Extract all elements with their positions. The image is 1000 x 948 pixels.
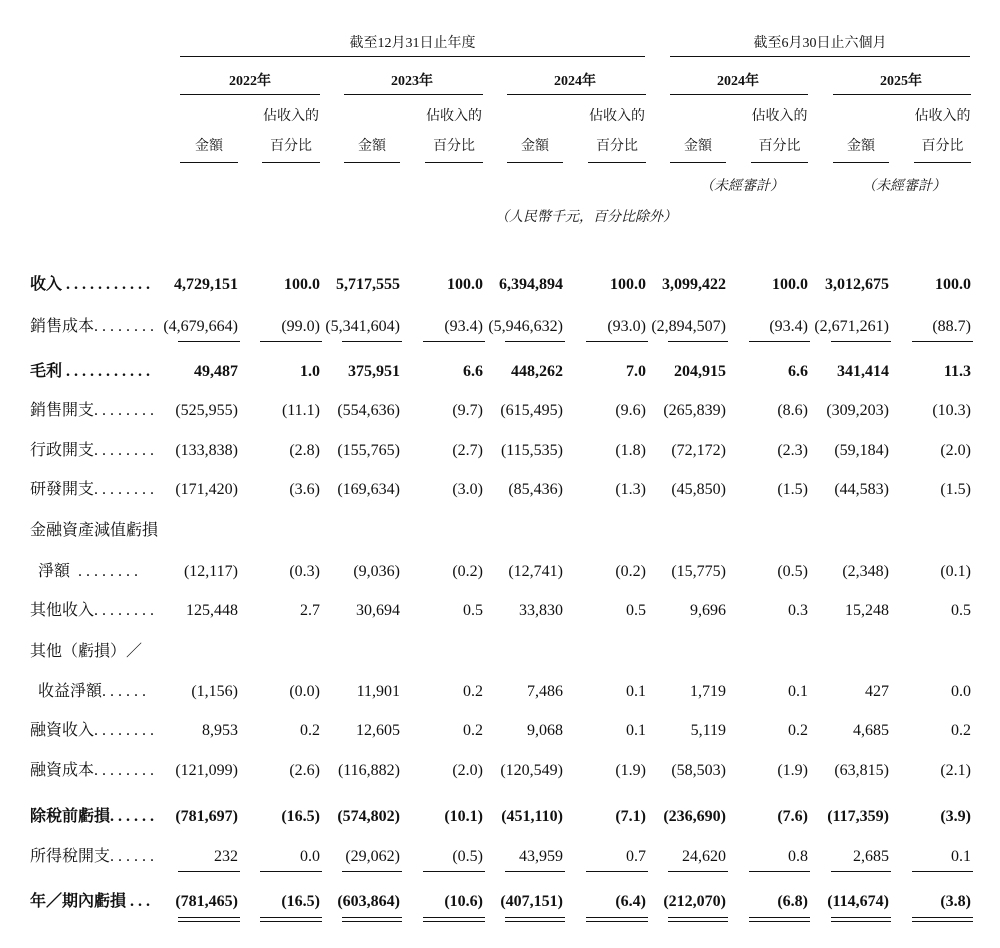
amount-cell: (525,955) (175, 402, 238, 419)
single-underline (912, 871, 973, 872)
column-header-rule (262, 162, 320, 163)
amount-cell: 43,959 (519, 848, 563, 865)
percent-cell: 100.0 (447, 276, 483, 293)
year-rule (507, 94, 646, 95)
pct-column-header-line2: 百分比 (433, 139, 475, 154)
amount-cell: 15,248 (845, 602, 889, 619)
percent-cell: (7.1) (615, 808, 646, 825)
amount-cell: (44,583) (834, 481, 889, 498)
amount-cell: (2,348) (842, 563, 889, 580)
column-header-rule (751, 162, 808, 163)
year-rule (833, 94, 971, 95)
amount-cell: (1,156) (191, 683, 238, 700)
amount-cell: (9,036) (353, 563, 400, 580)
row-label: 銷售開支. . . . . . . . (30, 402, 155, 419)
amount-cell: 4,685 (853, 722, 889, 739)
percent-cell: (1.8) (615, 442, 646, 459)
single-underline (749, 871, 810, 872)
year-header: 2025年 (880, 74, 922, 89)
amount-cell: (116,882) (337, 762, 400, 779)
percent-cell: 6.6 (463, 363, 483, 380)
amount-cell: (615,495) (500, 402, 563, 419)
percent-cell: 100.0 (935, 276, 971, 293)
percent-cell: 0.1 (626, 683, 646, 700)
group-rule-fiscal-year (180, 56, 645, 57)
year-rule (180, 94, 320, 95)
percent-cell: 0.0 (951, 683, 971, 700)
table-row-loss-before-tax (0, 802, 1000, 832)
percent-cell: (0.2) (452, 563, 483, 580)
year-header: 2022年 (229, 74, 271, 89)
single-underline (178, 871, 240, 872)
amount-cell: (45,850) (671, 481, 726, 498)
percent-cell: 0.5 (626, 602, 646, 619)
group-rule-six-months (670, 56, 970, 57)
amount-cell: (171,420) (175, 481, 238, 498)
percent-cell: (16.5) (281, 893, 320, 910)
amount-column-header: 金額 (521, 139, 549, 154)
amount-cell: 1,719 (690, 683, 726, 700)
table-row-finance-income (0, 716, 1000, 746)
amount-cell: (781,465) (175, 893, 238, 910)
percent-cell: (2.6) (289, 762, 320, 779)
amount-cell: 125,448 (186, 602, 238, 619)
percent-cell: (16.5) (281, 808, 320, 825)
amount-cell: (2,671,261) (814, 318, 889, 335)
amount-cell: 427 (865, 683, 889, 700)
table-row-impairment-losses (0, 557, 1000, 587)
pct-column-header-line2: 百分比 (596, 139, 638, 154)
percent-cell: (0.0) (289, 683, 320, 700)
amount-column-header: 金額 (684, 139, 712, 154)
column-header-rule (670, 162, 726, 163)
percent-cell: 6.6 (788, 363, 808, 380)
row-label: 收益淨額. . . . . . (30, 683, 147, 700)
amount-cell: 204,915 (674, 363, 726, 380)
amount-cell: (29,062) (345, 848, 400, 865)
single-underline (586, 871, 648, 872)
single-underline (831, 871, 891, 872)
pct-column-header-line1: 佔收入的 (751, 109, 808, 124)
amount-cell: (236,690) (663, 808, 726, 825)
percent-cell: (0.2) (615, 563, 646, 580)
single-underline (260, 341, 322, 342)
percent-cell: (2.8) (289, 442, 320, 459)
amount-cell: 232 (214, 848, 238, 865)
percent-cell: 1.0 (300, 363, 320, 380)
percent-cell: 0.1 (788, 683, 808, 700)
percent-cell: (2.0) (452, 762, 483, 779)
amount-cell: (781,697) (175, 808, 238, 825)
table-row-gross-profit (0, 357, 1000, 387)
percent-cell: 100.0 (772, 276, 808, 293)
amount-cell: (63,815) (834, 762, 889, 779)
amount-cell: 6,394,894 (499, 276, 563, 293)
percent-cell: (88.7) (932, 318, 971, 335)
amount-cell: 24,620 (682, 848, 726, 865)
amount-cell: (5,946,632) (488, 318, 563, 335)
percent-cell: (1.5) (940, 481, 971, 498)
single-underline (505, 341, 565, 342)
amount-column-header: 金額 (195, 139, 223, 154)
percent-cell: (1.5) (777, 481, 808, 498)
amount-cell: (85,436) (508, 481, 563, 498)
amount-cell: 11,901 (356, 683, 400, 700)
amount-cell: (4,679,664) (163, 318, 238, 335)
pct-column-header-line2: 百分比 (758, 139, 801, 154)
amount-cell: (574,802) (337, 808, 400, 825)
amount-cell: (15,775) (671, 563, 726, 580)
percent-cell: (9.7) (452, 402, 483, 419)
single-underline (668, 341, 728, 342)
amount-cell: (121,099) (175, 762, 238, 779)
percent-cell: (3.8) (940, 893, 971, 910)
double-underline (505, 917, 565, 922)
row-label: 銷售成本. . . . . . . . (30, 318, 155, 335)
percent-cell: 0.3 (788, 602, 808, 619)
amount-column-header: 金額 (847, 139, 875, 154)
double-underline (749, 917, 810, 922)
amount-cell: 30,694 (356, 602, 400, 619)
percent-cell: 0.1 (626, 722, 646, 739)
double-underline (423, 917, 485, 922)
percent-cell: 11.3 (943, 363, 971, 380)
percent-cell: (0.5) (777, 563, 808, 580)
percent-cell: 7.0 (626, 363, 646, 380)
double-underline (586, 917, 648, 922)
amount-cell: (155,765) (337, 442, 400, 459)
row-label: 所得稅開支. . . . . . (30, 848, 155, 865)
row-label: 收入 . . . . . . . . . . . (30, 276, 151, 293)
percent-cell: (93.4) (444, 318, 483, 335)
table-row-rd-expenses (0, 475, 1000, 505)
amount-cell: (603,864) (337, 893, 400, 910)
percent-cell: 0.2 (951, 722, 971, 739)
amount-cell: (12,117) (183, 563, 238, 580)
column-header-rule (507, 162, 563, 163)
table-row-revenue (0, 270, 1000, 300)
percent-cell: (0.5) (452, 848, 483, 865)
amount-cell: 341,414 (837, 363, 889, 380)
year-rule (670, 94, 808, 95)
table-row-selling-expenses (0, 396, 1000, 426)
table-row-cost-of-sales (0, 312, 1000, 342)
amount-cell: 8,953 (202, 722, 238, 739)
table-row-income-tax (0, 842, 1000, 872)
percent-cell: 100.0 (284, 276, 320, 293)
pct-column-header-line2: 百分比 (270, 139, 312, 154)
percent-cell: 0.1 (951, 848, 971, 865)
percent-cell: 0.2 (788, 722, 808, 739)
percent-cell: (93.0) (607, 318, 646, 335)
row-label: 研發開支. . . . . . . . (30, 481, 155, 498)
table-row-loss-for-period (0, 887, 1000, 917)
percent-cell: (1.9) (615, 762, 646, 779)
amount-cell: (169,634) (337, 481, 400, 498)
amount-cell: (133,838) (175, 442, 238, 459)
percent-cell: (93.4) (769, 318, 808, 335)
amount-cell: 4,729,151 (174, 276, 238, 293)
amount-cell: (12,741) (508, 563, 563, 580)
group-header-six-months: 截至6月30日止六個月 (753, 36, 887, 51)
double-underline (260, 917, 322, 922)
percent-cell: (0.1) (940, 563, 971, 580)
amount-cell: (114,674) (827, 893, 889, 910)
row-label: 融資收入. . . . . . . . (30, 722, 155, 739)
column-header-rule (588, 162, 646, 163)
percent-cell: 2.7 (300, 602, 320, 619)
percent-cell: (1.9) (777, 762, 808, 779)
single-underline (342, 341, 402, 342)
percent-cell: (3.0) (452, 481, 483, 498)
amount-cell: (212,070) (663, 893, 726, 910)
percent-cell: 0.2 (463, 683, 483, 700)
table-row-admin-expenses (0, 436, 1000, 466)
percent-cell: (10.6) (444, 893, 483, 910)
row-label: 淨額 . . . . . . . . (30, 563, 139, 580)
column-header-rule (344, 162, 400, 163)
table-row-finance-costs (0, 756, 1000, 786)
percent-cell: (11.1) (281, 402, 320, 419)
double-underline (912, 917, 973, 922)
amount-cell: 33,830 (519, 602, 563, 619)
amount-cell: (2,894,507) (651, 318, 726, 335)
column-header-rule (833, 162, 889, 163)
row-label: 行政開支. . . . . . . . (30, 442, 155, 459)
single-underline (178, 341, 240, 342)
pct-column-header-line1: 佔收入的 (263, 109, 319, 124)
percent-cell: (10.3) (932, 402, 971, 419)
column-header-rule (180, 162, 238, 163)
percent-cell: (99.0) (281, 318, 320, 335)
amount-cell: 3,099,422 (662, 276, 726, 293)
amount-cell: (120,549) (500, 762, 563, 779)
percent-cell: (2.1) (940, 762, 971, 779)
amount-cell: 9,068 (527, 722, 563, 739)
single-underline (505, 871, 565, 872)
amount-cell: 5,717,555 (336, 276, 400, 293)
amount-cell: (5,341,604) (325, 318, 400, 335)
pct-column-header-line1: 佔收入的 (589, 109, 645, 124)
row-label-line1-other-gains-losses: 其他（虧損）／ (30, 643, 143, 660)
row-label: 融資成本. . . . . . . . (30, 762, 155, 779)
double-underline (178, 917, 240, 922)
single-underline (668, 871, 728, 872)
year-header: 2023年 (391, 74, 433, 89)
amount-cell: (265,839) (663, 402, 726, 419)
amount-cell: 5,119 (690, 722, 726, 739)
percent-cell: (3.6) (289, 481, 320, 498)
amount-cell: (115,535) (500, 442, 563, 459)
percent-cell: 0.5 (463, 602, 483, 619)
percent-cell: (0.3) (289, 563, 320, 580)
pct-column-header-line1: 佔收入的 (426, 109, 482, 124)
year-header: 2024年 (554, 74, 596, 89)
single-underline (260, 871, 322, 872)
double-underline (668, 917, 728, 922)
single-underline (423, 341, 485, 342)
percent-cell: (3.9) (940, 808, 971, 825)
single-underline (342, 871, 402, 872)
percent-cell: 0.0 (300, 848, 320, 865)
amount-cell: 3,012,675 (825, 276, 889, 293)
double-underline (342, 917, 402, 922)
amount-column-header: 金額 (358, 139, 386, 154)
unaudited-note-2025: （未經審計） (862, 179, 946, 194)
percent-cell: 0.5 (951, 602, 971, 619)
percent-cell: 0.2 (463, 722, 483, 739)
unaudited-note-2024: （未經審計） (700, 179, 784, 194)
amount-cell: 9,696 (690, 602, 726, 619)
percent-cell: (9.6) (615, 402, 646, 419)
row-label: 除稅前虧損. . . . . . (30, 808, 155, 825)
single-underline (749, 341, 810, 342)
unit-note: （人民幣千元，百分比除外） (495, 210, 677, 225)
amount-cell: (407,151) (500, 893, 563, 910)
percent-cell: (8.6) (777, 402, 808, 419)
row-label: 毛利 . . . . . . . . . . . (30, 363, 151, 380)
amount-cell: 375,951 (348, 363, 400, 380)
amount-cell: (451,110) (501, 808, 563, 825)
pct-column-header-line2: 百分比 (921, 139, 964, 154)
amount-cell: (117,359) (827, 808, 889, 825)
column-header-rule (425, 162, 483, 163)
single-underline (423, 871, 485, 872)
single-underline (586, 341, 648, 342)
percent-cell: (2.3) (777, 442, 808, 459)
amount-cell: 448,262 (511, 363, 563, 380)
row-label: 其他收入. . . . . . . . (30, 602, 155, 619)
percent-cell: 0.2 (300, 722, 320, 739)
amount-cell: 49,487 (194, 363, 238, 380)
table-row-other-income (0, 596, 1000, 626)
pct-column-header-line1: 佔收入的 (914, 109, 971, 124)
percent-cell: (2.0) (940, 442, 971, 459)
amount-cell: (58,503) (671, 762, 726, 779)
amount-cell: (59,184) (834, 442, 889, 459)
amount-cell: 2,685 (853, 848, 889, 865)
amount-cell: 7,486 (527, 683, 563, 700)
table-row-other-gains-losses (0, 677, 1000, 707)
percent-cell: (2.7) (452, 442, 483, 459)
amount-cell: (309,203) (826, 402, 889, 419)
single-underline (831, 341, 891, 342)
percent-cell: 0.8 (788, 848, 808, 865)
row-label-line1-impairment-losses: 金融資產減值虧損 (30, 522, 159, 539)
row-label: 年／期內虧損 . . . (30, 893, 151, 910)
percent-cell: (7.6) (777, 808, 808, 825)
column-header-rule (914, 162, 971, 163)
percent-cell: (10.1) (444, 808, 483, 825)
year-header: 2024年 (717, 74, 759, 89)
percent-cell: (1.3) (615, 481, 646, 498)
percent-cell: (6.4) (615, 893, 646, 910)
percent-cell: (6.8) (777, 893, 808, 910)
percent-cell: 100.0 (610, 276, 646, 293)
percent-cell: 0.7 (626, 848, 646, 865)
group-header-fiscal-year: 截至12月31日止年度 (349, 36, 476, 51)
amount-cell: (554,636) (337, 402, 400, 419)
year-rule (344, 94, 483, 95)
single-underline (912, 341, 973, 342)
amount-cell: (72,172) (671, 442, 726, 459)
amount-cell: 12,605 (356, 722, 400, 739)
double-underline (831, 917, 891, 922)
